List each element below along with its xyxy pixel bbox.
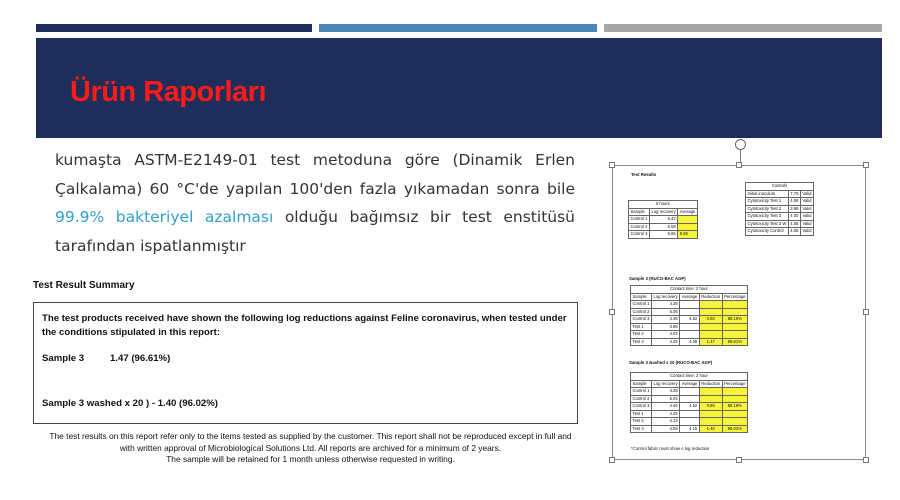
table-cell: Valid (802, 198, 812, 203)
table-cell: Control 3 (632, 316, 650, 321)
table-cell: 4.25 (652, 410, 680, 418)
table-cell: 4.08 (680, 338, 700, 346)
report-disclaimer (33, 431, 588, 466)
table-cell: 0.93 (699, 316, 722, 324)
table-cell: 4.38 (652, 301, 680, 309)
table-cell: 4.08 (652, 425, 680, 433)
selected-image-frame[interactable] (612, 165, 866, 460)
table-cell (699, 388, 722, 396)
table-header: Sample (629, 208, 650, 216)
sample2-result: Sample 3 washed x 20 ) - 1.40 (96.02%) (42, 398, 218, 409)
table-header: Reduction (701, 380, 721, 386)
table-cell (699, 395, 722, 403)
resize-handle-bottom[interactable] (736, 457, 742, 463)
table-cell (722, 395, 747, 403)
table-cell (680, 301, 700, 309)
table-cell (680, 308, 700, 316)
sample3-title: Sample 3 (RUCO-BAC AGP) (629, 276, 686, 281)
table-header: Percentage (724, 293, 746, 299)
table-cell: 4.08 (790, 198, 799, 203)
table-cell (699, 323, 722, 331)
table-cell: 4.38 (652, 388, 680, 396)
table-cell: 5.55 (678, 231, 698, 239)
table-header: Average (679, 208, 696, 214)
table-caption: 0 hours (629, 201, 698, 209)
table-cell (699, 308, 722, 316)
table-cell: 3.96 (652, 323, 680, 331)
table-cell: Valid (802, 213, 812, 218)
table-cell: 7.79 (790, 190, 799, 196)
table-cell (699, 301, 722, 309)
resize-handle-top-right[interactable] (863, 162, 869, 168)
table-header: Average (681, 380, 698, 386)
table-cell: 88.19% (722, 316, 747, 324)
sample3-washed-table (630, 372, 748, 433)
table-cell: 4.62 (680, 403, 700, 411)
table-cell: Control 2 (632, 395, 650, 401)
table-cell: 5.04 (652, 395, 680, 403)
table-cell (722, 331, 747, 339)
table-cell: Cytotoxicity Control (746, 228, 789, 236)
table-cell (680, 388, 700, 396)
table-cell (680, 331, 700, 339)
description-paragraph (55, 146, 575, 260)
table-caption: Contact time: 2 hour (631, 373, 748, 381)
table-cell: Control 2 (632, 308, 650, 314)
table-cell: Control 1 (632, 301, 650, 306)
table-cell (699, 418, 722, 426)
table-header: Log recovery (651, 208, 676, 214)
table-cell: Cytotoxicity Test 3 W (747, 220, 787, 226)
resize-handle-top[interactable] (736, 162, 742, 168)
paragraph-text-end: olduğu bağımsız bir test enstitüsü tarafından ispatlanmıştır (55, 208, 575, 255)
table-cell: Control 1 (630, 216, 648, 221)
table-cell: 5.66 (650, 231, 678, 239)
table-cell: 4.25 (652, 338, 680, 346)
footnote: *Control fabric must show ≤ log reduction (631, 446, 710, 451)
table-cell (680, 410, 700, 418)
table-cell (722, 410, 747, 418)
rotate-handle-icon[interactable] (735, 139, 746, 150)
table-cell: 5.06 (652, 308, 680, 316)
table-cell: 4.13 (652, 418, 680, 426)
table-header: Average (681, 293, 698, 299)
table-cell: 88.19% (722, 403, 747, 411)
table-cell: 96.02% (722, 425, 747, 433)
table-cell: 4.08 (790, 228, 799, 233)
table-cell: Control 3 (632, 403, 650, 408)
table-cell: Control 3 (630, 231, 648, 236)
table-cell: Test 3 (631, 425, 652, 433)
table-cell: Initial inoculum (746, 190, 789, 198)
table-cell: Control 2 (630, 223, 648, 229)
slide-title: Ürün Raporları (70, 76, 267, 108)
table-caption: Contact time: 2 hour (631, 286, 748, 294)
table-header: Reduction (701, 293, 721, 299)
resize-handle-top-left[interactable] (609, 162, 615, 168)
table-cell: Cytotoxicity Test 3 (746, 213, 789, 221)
sample1-label: Sample 3 (42, 353, 85, 364)
table-cell: Valid (802, 190, 812, 196)
table-cell: 4.62 (680, 316, 700, 324)
table-cell: Test 3 (631, 338, 652, 346)
table-cell: Test 1 (631, 410, 652, 418)
table-cell: Valid (802, 205, 812, 211)
resize-handle-left[interactable] (609, 309, 615, 315)
accent-bar-blue (319, 24, 597, 32)
table-cell: 4.00 (790, 213, 799, 218)
resize-handle-right[interactable] (863, 309, 869, 315)
disclaimer-line: The test results on this report refer only to the items tested as supplied by the customer. This report shall not be reproduced except in full and (49, 431, 572, 441)
table-cell (699, 410, 722, 418)
table-cell: Cytotoxicity Test 2 (746, 205, 789, 213)
table-cell: Valid (802, 228, 812, 233)
table-cell: 4.04 (652, 331, 680, 339)
table-cell: Valid (802, 220, 812, 226)
table-cell: 1.47 (699, 338, 722, 346)
sample3-table (630, 285, 748, 346)
table-cell: 1.40 (699, 425, 722, 433)
disclaimer-line: The sample will be retained for 1 month unless otherwise requested in writing. (166, 454, 455, 464)
zero-hours-table (628, 200, 698, 239)
table-cell (722, 388, 747, 396)
paragraph-text-start: kumaşta ASTM-E2149-01 test metoduna göre (Dinamik Erlen Çalkalama) 60 °C'de yapılan 100'den fazla yıkamadan sonra bile (55, 151, 575, 198)
table-cell (680, 323, 700, 331)
accent-bar-gray (604, 24, 882, 32)
controls-table (745, 182, 814, 236)
table-cell (722, 301, 747, 309)
disclaimer-line: with written approval of Microbiological Solutions Ltd. All reports are archived for a minimum of 2 years. (119, 442, 502, 453)
table-header: Log recovery (653, 380, 678, 386)
table-cell: 0.93 (699, 403, 722, 411)
table-cell: 5.42 (650, 216, 678, 224)
table-header: Log recovery (653, 293, 678, 299)
summary-intro: The test products received have shown the following log reductions against Feline coronavirus, when tested under the conditions stipulated in this report: (42, 313, 567, 338)
summary-box (33, 302, 578, 424)
table-cell: 4.06 (790, 220, 799, 226)
table-cell: 4.46 (652, 403, 680, 411)
accent-bar-dark (36, 24, 312, 32)
resize-handle-bottom-right[interactable] (863, 457, 869, 463)
table-cell (680, 418, 700, 426)
table-cell: Test 2 (631, 418, 652, 426)
table-cell: Control 1 (632, 388, 650, 393)
summary-title: Test Result Summary (33, 280, 135, 291)
table-cell (699, 331, 722, 339)
table-cell: 5.58 (650, 223, 678, 231)
table-cell (722, 418, 747, 426)
table-cell (722, 323, 747, 331)
table-cell (680, 395, 700, 403)
test-results-title: Test Results (631, 172, 657, 177)
table-cell: Cytotoxicity Test 1 (746, 198, 789, 206)
table-header: Sample (631, 293, 652, 301)
sample3-washed-title: Sample 3 washed x 20 (RUCO-BAC AGP) (629, 360, 713, 365)
table-cell: 96.61% (722, 338, 747, 346)
table-cell: 4.15 (680, 425, 700, 433)
table-cell (678, 223, 698, 231)
table-cell: 3.96 (790, 205, 799, 211)
title-banner (36, 38, 882, 138)
table-cell: Test 2 (631, 331, 652, 339)
table-cell (678, 216, 698, 224)
table-header: Percentage (724, 380, 746, 386)
table-cell (722, 308, 747, 316)
table-header: Sample (631, 380, 652, 388)
table-cell: 4.46 (652, 316, 680, 324)
table-cell: Test 1 (631, 323, 652, 331)
table-caption: Controls (746, 183, 814, 191)
resize-handle-bottom-left[interactable] (609, 457, 615, 463)
sample1-value: 1.47 (96.61%) (110, 353, 171, 364)
paragraph-highlight: 99.9% bakteriyel azalması (55, 208, 274, 226)
